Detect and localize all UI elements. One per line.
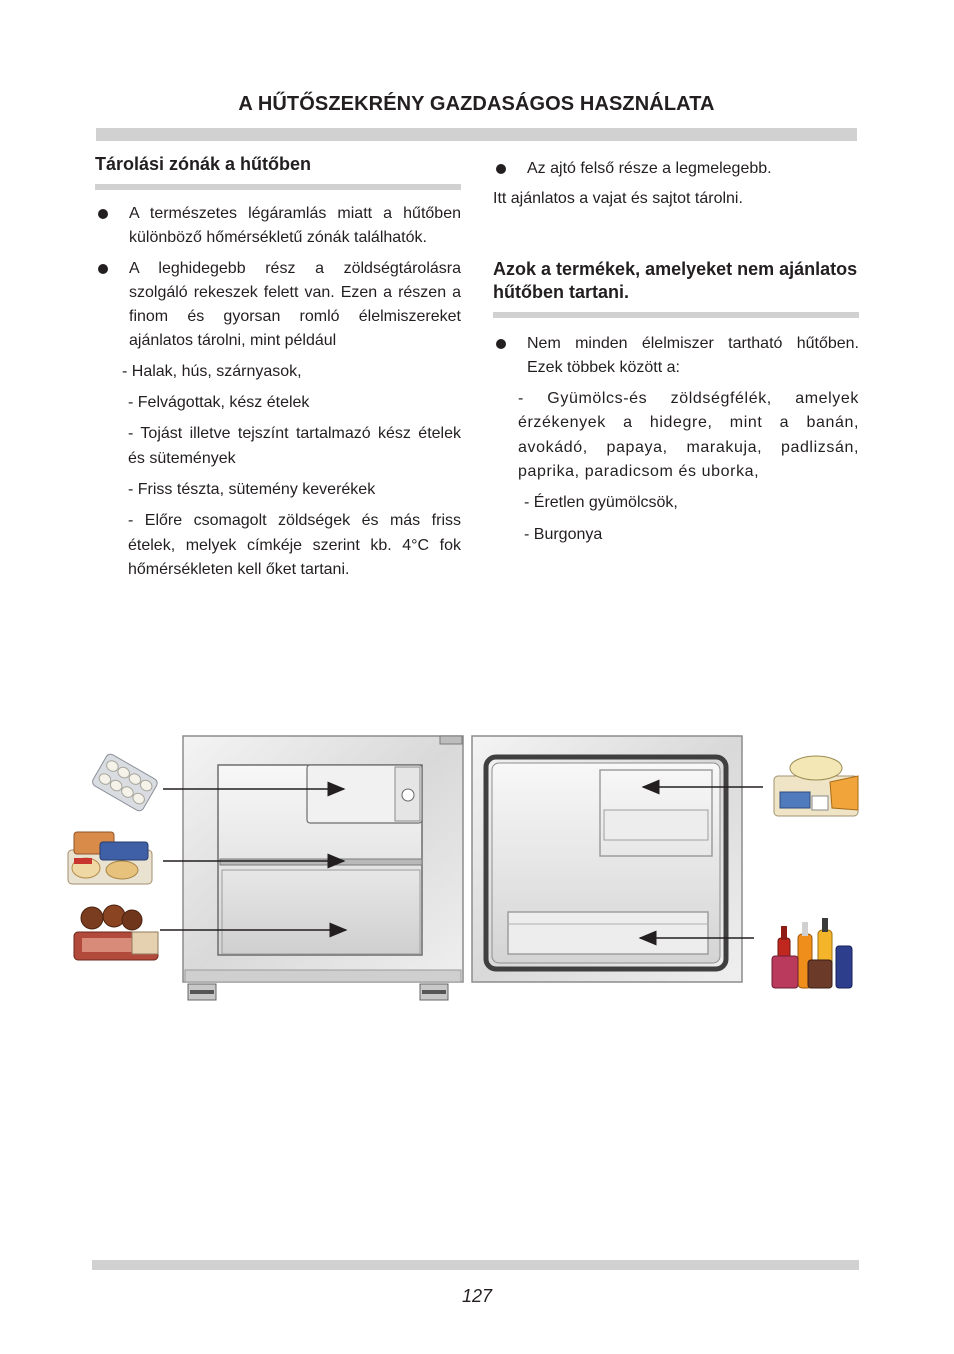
sub-item: - Burgonya: [524, 525, 603, 543]
ready-meals-icon: [68, 832, 152, 884]
list-item-text: Nem minden élelmiszer tartható hűtőben. Ezek többek között a:: [527, 334, 859, 376]
bullet-icon: [496, 164, 506, 174]
door-note: Itt ajánlatos a vajat és sajtot tárolni.: [493, 190, 743, 208]
footer-rule: [92, 1260, 859, 1270]
list-item: [493, 157, 859, 181]
section-heading-not-for-fridge: Azok a termékek, amelyeket nem ajánlatos hűtőben tartani.: [493, 258, 858, 302]
list-item: [95, 202, 461, 251]
fridge-body: [183, 736, 463, 1000]
page-title: A HŰTŐSZEKRÉNY GAZDASÁGOS HASZNÁLATA: [238, 93, 715, 115]
fridge-door: [472, 736, 742, 982]
left-column: [95, 153, 461, 582]
title-rule: [96, 128, 857, 141]
bullet-icon: [98, 209, 108, 219]
list-item-text: Az ajtó felső része a legmelegebb.: [527, 160, 772, 177]
sub-item: - Friss tészta, sütemény keverékek: [128, 480, 376, 498]
list-item-text: A leghidegebb rész a zöldségtárolásra szolgáló rekeszek felett van. Ezen a részen a finom és gyorsan romló élelmiszereket ajánlatos tárolni, mint például: [129, 259, 461, 350]
bottles-jars-icon: [772, 918, 852, 988]
list-item: [493, 332, 859, 381]
eggs-icon: [91, 752, 159, 812]
meat-icon: [74, 905, 158, 960]
right-column: [493, 157, 859, 547]
sub-item: - Gyümölcs-és zöldségfélék, amelyek érzékenyek a hidegre, mint a banán, avokádó, papaya, marakuja, padlizsán, paprika, paradicsom és uborka,: [518, 390, 859, 481]
sub-item: - Éretlen gyümölcsök,: [524, 494, 678, 512]
bullet-icon: [496, 339, 506, 349]
fridge-illustration: [60, 730, 870, 1010]
bullet-icon: [98, 264, 108, 274]
butter-cheese-icon: [774, 756, 858, 816]
list-item: [95, 257, 461, 354]
page-number: 127: [461, 1286, 493, 1306]
sub-item: - Halak, hús, szárnyasok,: [122, 362, 302, 380]
list-item-text: A természetes légáramlás miatt a hűtőben különböző hőmérsékletű zónák találhatók.: [129, 205, 461, 247]
sub-item: - Tojást illetve tejszínt tartalmazó kész ételek és sütemények: [128, 425, 461, 467]
sub-item: - Előre csomagolt zöldségek és más friss ételek, melyek címkéje szerint kb. 4°C fok hőmérsékleten kell őket tartani.: [128, 512, 461, 578]
section-heading-storage-zones: Tárolási zónák a hűtőben: [95, 154, 312, 174]
sub-item: - Felvágottak, kész ételek: [128, 394, 310, 412]
